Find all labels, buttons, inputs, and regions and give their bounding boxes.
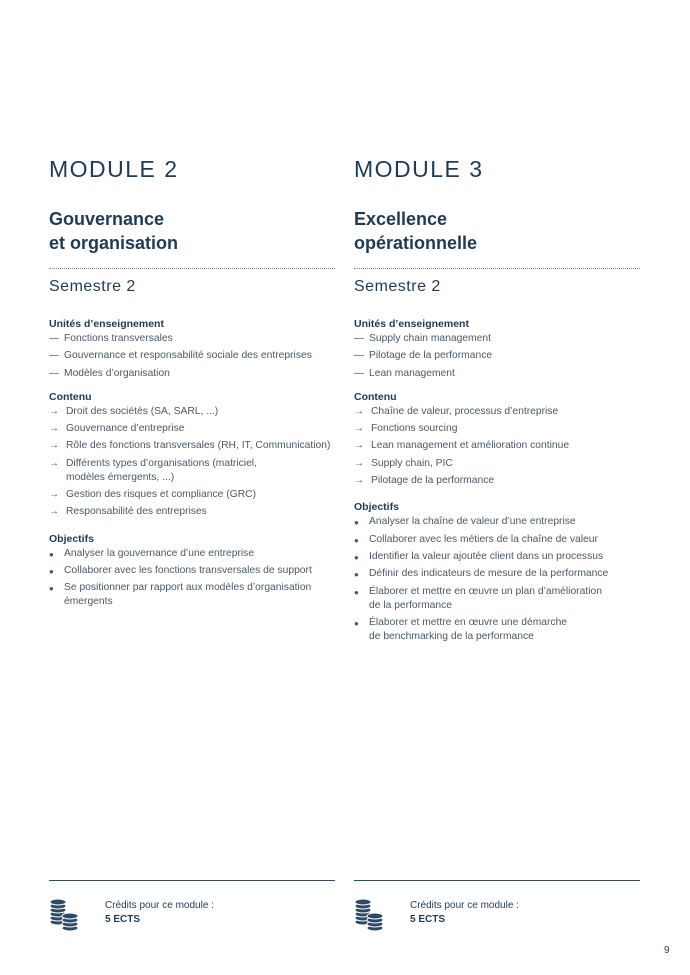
list-item: → Rôle des fonctions transversales (RH, IT, Communication) <box>49 440 331 452</box>
credits-value: 5 ECTS <box>105 914 141 925</box>
list-item: ● Se positionner par rapport aux modèles d’organisation émergents <box>49 582 312 608</box>
content-heading: Contenu <box>354 390 397 403</box>
coin-stack-icon <box>354 898 386 932</box>
content-list <box>354 405 646 488</box>
module-label: MODULE 2 <box>49 156 179 182</box>
list-item: → Gouvernance d’entreprise <box>49 423 185 435</box>
list-item: → Responsabilité des entreprises <box>49 506 207 518</box>
list-item: → Chaîne de valeur, processus d’entreprise <box>354 405 559 417</box>
list-item: — Modèles d’organisation <box>49 367 170 379</box>
list-item: — Pilotage de la performance <box>354 350 493 362</box>
dotted-divider <box>49 268 335 269</box>
units-heading: Unités d’enseignement <box>49 318 164 330</box>
credits-info: Crédits pour ce module : 5 ECTS <box>410 900 519 925</box>
list-item: → Pilotage de la performance <box>354 475 495 487</box>
list-item: ● Définir des indicateurs de mesure de la performance <box>354 568 609 580</box>
list-item: ● Élaborer et mettre en œuvre un plan d’amélioration de la performance <box>354 585 602 611</box>
list-item: → Supply chain, PIC <box>354 457 453 469</box>
list-item: → Droit des sociétés (SA, SARL, ...) <box>49 405 219 417</box>
semester-label: Semestre 2 <box>354 278 441 295</box>
list-item: ● Analyser la gouvernance d’une entreprise <box>49 547 255 559</box>
list-item: → Gestion des risques et compliance (GRC) <box>49 489 256 501</box>
list-item: — Lean management <box>354 367 455 379</box>
footer-divider <box>354 880 640 881</box>
page-number: 9 <box>664 945 670 956</box>
footer-divider <box>49 880 335 881</box>
module-content <box>49 317 341 613</box>
dotted-divider <box>354 268 640 269</box>
list-item: ● Identifier la valeur ajoutée client dans un processus <box>354 550 604 562</box>
module-label: MODULE 3 <box>354 156 484 182</box>
objectives-heading: Objectifs <box>49 532 94 545</box>
list-item: → Différents types d’organisations (matriciel, modèles émergents, ...) <box>49 457 257 483</box>
list-item: ● Élaborer et mettre en œuvre une démarche de benchmarking de la performance <box>354 616 568 642</box>
module-title: Excellence opérationnelle <box>354 209 478 253</box>
module-content <box>354 317 646 647</box>
list-item: — Supply chain management <box>354 333 491 344</box>
objectives-list <box>49 547 341 610</box>
list-item: — Gouvernance et responsabilité sociale des entreprises <box>49 350 312 362</box>
list-item: ● Analyser la chaîne de valeur d’une entreprise <box>354 516 576 528</box>
objectives-list <box>354 515 646 643</box>
content-list <box>49 405 341 519</box>
list-item: → Lean management et amélioration continue <box>354 440 570 452</box>
coin-stack-icon <box>49 898 81 932</box>
module-title: Gouvernance et organisation <box>49 209 179 253</box>
semester-label: Semestre 2 <box>49 278 136 295</box>
list-item: ● Collaborer avec les métiers de la chaîne de valeur <box>354 533 598 545</box>
objectives-heading: Objectifs <box>354 501 399 514</box>
list-item: → Fonctions sourcing <box>354 423 458 435</box>
list-item: ● Collaborer avec les fonctions transversales de support <box>49 564 312 576</box>
units-heading: Unités d’enseignement <box>354 318 469 330</box>
list-item: — Fonctions transversales <box>49 333 173 344</box>
credits-info: Crédits pour ce module : 5 ECTS <box>105 900 214 925</box>
content-heading: Contenu <box>49 390 92 403</box>
units-list <box>354 332 646 381</box>
credits-value: 5 ECTS <box>410 914 446 925</box>
units-list <box>49 332 341 381</box>
